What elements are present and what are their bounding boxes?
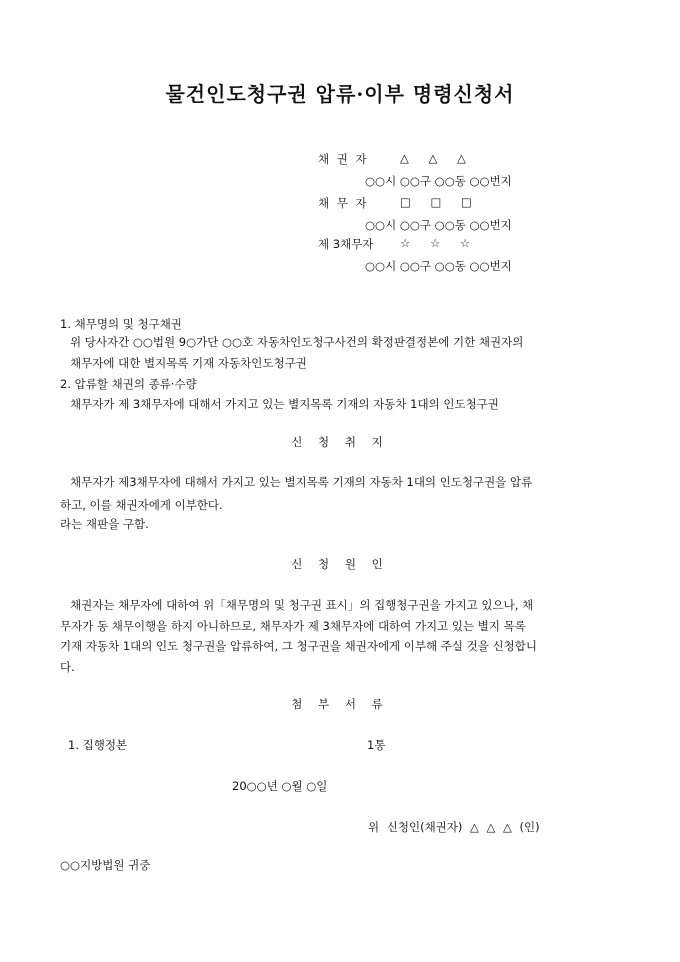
item-1-body-line1: 위 당사자간 ○○법원 9○가단 ○○호 자동차인도청구사건의 확정판결정본에 기한 채권자의 xyxy=(70,335,524,349)
attachments-title: 첨 부 서 류 xyxy=(291,697,389,711)
purpose-line1: 채무자가 제3채무자에 대해서 가지고 있는 별지목록 기재의 자동차 1대의 인도청구권을 압류 xyxy=(70,475,533,489)
item-1-body-line2: 채무자에 대한 별지목록 기재 자동차인도청구권 xyxy=(70,356,307,370)
third-debtor-marks: ☆ ☆ ☆ xyxy=(400,236,471,250)
applicant-signature: 위 신청인(채권자) △ △ △ (인) xyxy=(368,820,540,834)
third-debtor-address: ○○시 ○○구 ○○동 ○○번지 xyxy=(365,259,512,273)
reason-line3: 기재 자동차 1대의 인도 청구권을 압류하여, 그 청구권을 채권자에게 이부해 주실 것을 신청합니 xyxy=(60,639,537,653)
debtor-marks: □ □ □ xyxy=(400,195,472,209)
attachment-name: 1. 집행정본 xyxy=(68,738,128,752)
debtor-address: ○○시 ○○구 ○○동 ○○번지 xyxy=(365,218,512,232)
reason-line2: 무자가 동 채무이행을 하지 아니하므로, 채무자가 제 3채무자에 대하여 가지고 있는 별지 목록 xyxy=(60,619,526,633)
item-2-heading: 2. 압류할 채권의 종류·수량 xyxy=(60,377,197,391)
reason-line1: 채권자는 채무자에 대하여 위「채무명의 및 청구권 표시」의 집행청구권을 가지고 있으나, 채 xyxy=(70,598,534,612)
court-addressee: ○○지방법원 귀중 xyxy=(60,858,151,872)
creditor-address: ○○시 ○○구 ○○동 ○○번지 xyxy=(365,174,512,188)
application-date: 20○○년 ○월 ○일 xyxy=(232,779,328,793)
third-debtor-label: 제 3채무자 xyxy=(318,237,374,251)
reason-title: 신 청 원 인 xyxy=(291,557,389,571)
item-2-body: 채무자가 제 3채무자에 대해서 가지고 있는 별지목록 기재의 자동차 1대의 인도청구권 xyxy=(70,397,499,411)
creditor-label: 채 권 자 xyxy=(318,152,369,166)
document-title: 물건인도청구권 압류·이부 명령신청서 xyxy=(165,82,515,106)
creditor-marks: △ △ △ xyxy=(400,151,466,165)
purpose-line2: 하고, 이를 채권자에게 이부한다. xyxy=(60,498,223,512)
attachment-count: 1통 xyxy=(367,738,386,752)
purpose-line3: 라는 재판을 구함. xyxy=(60,517,149,531)
reason-line4: 다. xyxy=(60,660,75,674)
item-1-heading: 1. 채무명의 및 청구채권 xyxy=(60,317,182,331)
debtor-label: 채 무 자 xyxy=(318,196,369,210)
purpose-title: 신 청 취 지 xyxy=(291,435,389,449)
